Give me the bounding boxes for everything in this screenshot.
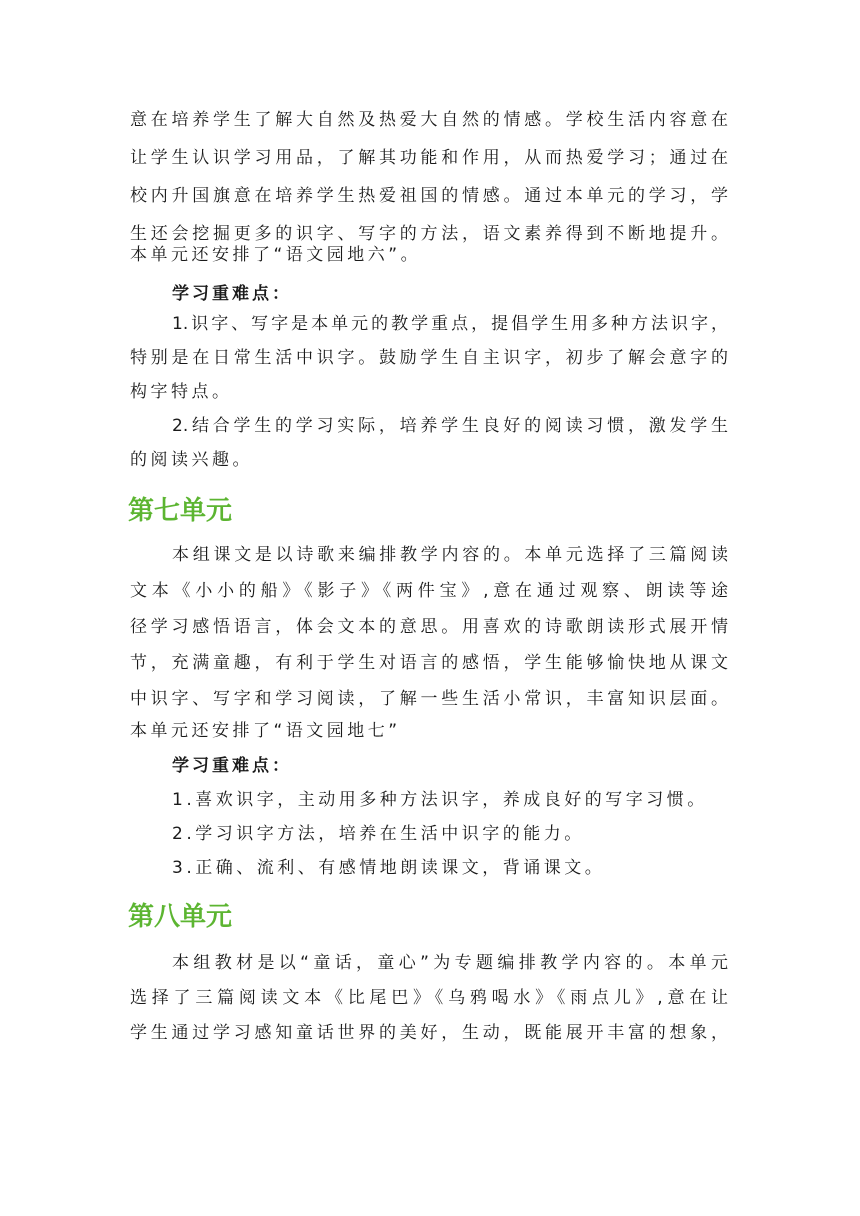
- unit6-para-line-3: 校内升国旗意在培养学生热爱祖国的情感。通过本单元的学习，学: [130, 186, 728, 206]
- unit6-para-line-2: 让学生认识学习用品，了解其功能和作用，从而热爱学习；通过在: [130, 148, 728, 168]
- unit6-point1-line-1: 1.识字、写字是本单元的教学重点，提倡学生用多种方法识字，: [172, 314, 728, 334]
- unit7-key-points-label: 学习重难点：: [172, 756, 292, 776]
- unit7-para-line-5: 中识字、写字和学习阅读，了解一些生活小常识，丰富知识层面。: [130, 689, 728, 709]
- unit6-para-line-5: 本单元还安排了“语文园地六”。: [130, 245, 422, 265]
- unit8-para-line-1: 本组教材是以“童话，童心”为专题编排教学内容的。本单元: [172, 953, 728, 973]
- unit7-para-line-6: 本单元还安排了“语文园地七”: [130, 721, 401, 741]
- unit7-para-line-2: 文本《小小的船》《影子》《两件宝》,意在通过观察、朗读等途: [130, 581, 728, 601]
- unit6-point2-line-2: 的阅读兴趣。: [130, 450, 253, 470]
- unit7-point-1: 1.喜欢识字，主动用多种方法识字，养成良好的写字习惯。: [172, 790, 708, 810]
- unit6-para-line-4: 生还会挖掘更多的识字、写字的方法，语文素养得到不断地提升。: [130, 224, 728, 244]
- unit7-para-line-4: 节，充满童趣，有利于学生对语言的感悟，学生能够愉快地从课文: [130, 653, 728, 673]
- unit7-heading: 第七单元: [128, 496, 233, 526]
- unit7-point-2: 2.学习识字方法，培养在生活中识字的能力。: [172, 824, 585, 844]
- unit8-heading: 第八单元: [128, 902, 233, 932]
- unit8-para-line-3: 学生通过学习感知童话世界的美好，生动，既能展开丰富的想象，: [130, 1023, 728, 1043]
- unit8-para-line-2: 选择了三篇阅读文本《比尾巴》《乌鸦喝水》《雨点儿》,意在让: [130, 988, 728, 1008]
- unit7-para-line-3: 径学习感悟语言，体会文本的意思。用喜欢的诗歌朗读形式展开情: [130, 617, 728, 637]
- unit6-point2-line-1: 2.结合学生的学习实际，培养学生良好的阅读习惯，激发学生: [172, 416, 728, 436]
- unit7-para-line-1: 本组课文是以诗歌来编排教学内容的。本单元选择了三篇阅读: [172, 545, 728, 565]
- unit6-point1-line-3: 构字特点。: [130, 382, 233, 402]
- unit6-key-points-label: 学习重难点：: [172, 284, 292, 304]
- unit6-para-line-1: 意在培养学生了解大自然及热爱大自然的情感。学校生活内容意在: [130, 110, 728, 130]
- unit7-point-3: 3.正确、流利、有感情地朗读课文，背诵课文。: [172, 858, 606, 878]
- unit6-point1-line-2: 特别是在日常生活中识字。鼓励学生自主识字，初步了解会意字的: [130, 348, 728, 368]
